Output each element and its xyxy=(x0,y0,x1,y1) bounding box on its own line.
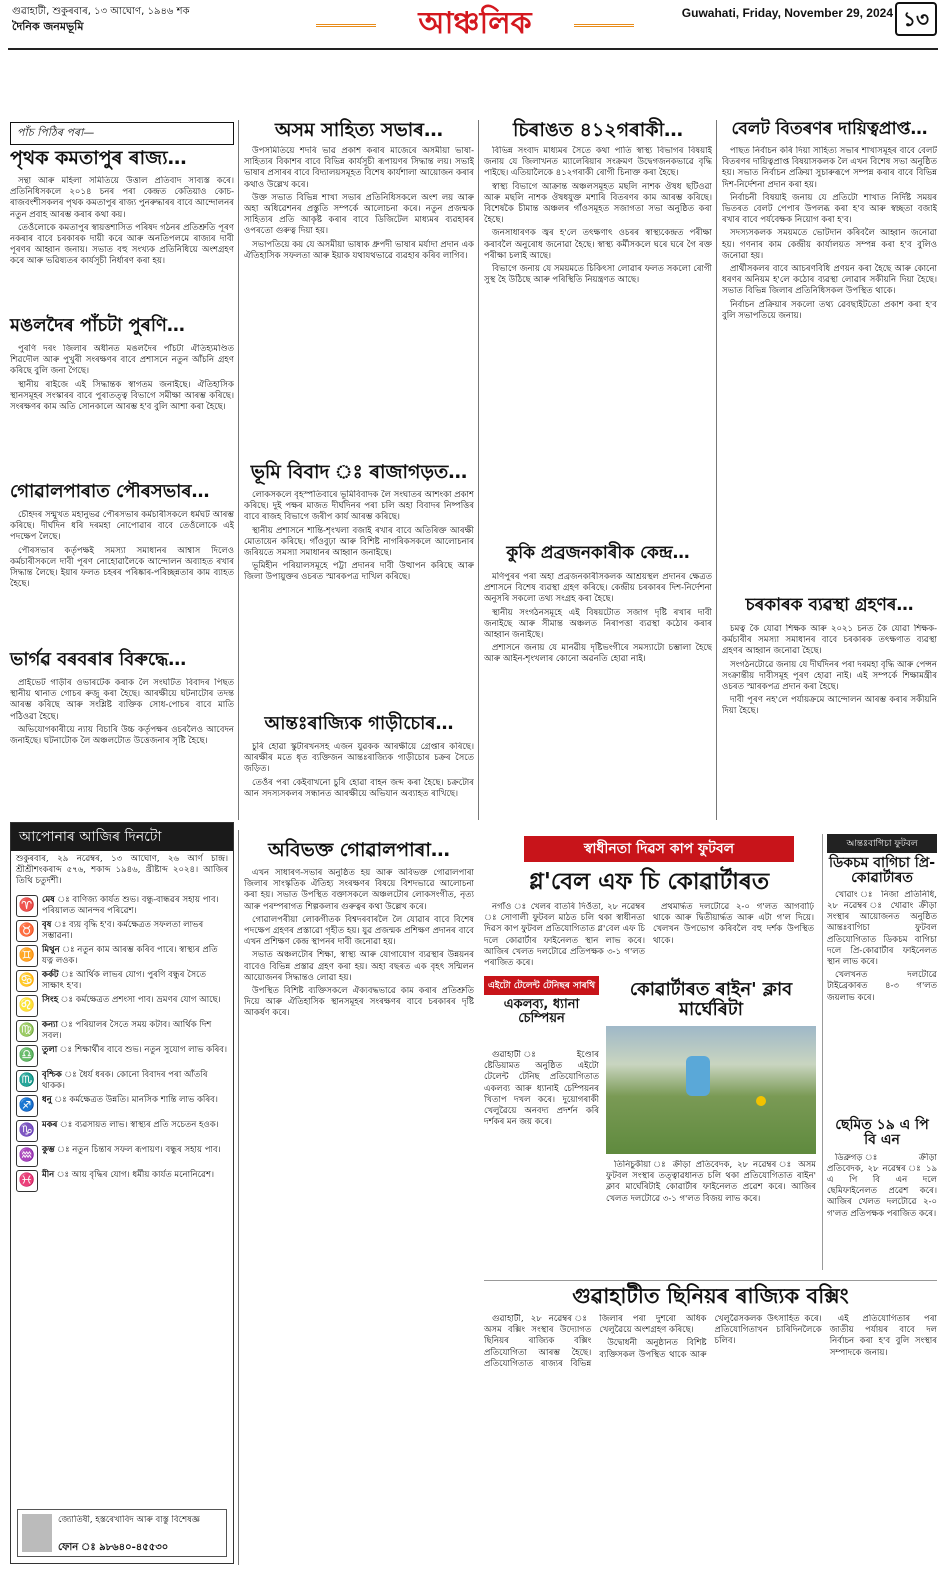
astrologer-phone: ফোন ঃ ৯৮৬৪০-৪৫৫৩০ xyxy=(58,1542,169,1553)
tennis-subhead: এইটো টেলেন্ট টেনিছৰ সাৰথি xyxy=(484,976,599,995)
article-goalpara-pourasabha: চৌহদৰ সন্মুখত মহানুভৱ পৌৰসভাৰ কৰ্মচাৰীসকলে ধৰ্মঘট আৰম্ভ কৰিছে। দীৰ্ঘদিন ধৰি দৰমহা নোপোৱাৰ বাবে তেওঁলোকে এই পদক্ষেপ লৈছে। পৌৰসভাৰ কৰ্তৃপক্ষই সমস্যা সমাধানৰ আশ্বাস দিলেও কৰ্মচাৰীসকলে দাবী পূৰণ নোহোৱালৈকে আন্দোলন অব্যাহত ৰখাৰ সিদ্ধান্ত লৈছে। ইয়াৰ ফলত চহৰৰ পৰিষ্কাৰ-পৰিচ্ছন্নতাৰ কাম ব্যাহত হৈছে। xyxy=(10,510,234,590)
list-item: ♋ কৰ্কট ঃ আৰ্থিক লাভৰ যোগ। পুৰণি বন্ধুৰ সৈতে সাক্ষাৎ হ'ব। xyxy=(16,970,228,992)
headline-dikchom: ডিকচম বাগিচা প্ৰি-কোৱাৰ্টাৰত xyxy=(828,855,936,887)
football-ball xyxy=(756,1096,766,1106)
article-chiranga: বিভিন্ন সংবাদ মাধ্যমৰ সৈতে কথা পাতি স্বাস্থ্য বিভাগৰ বিষয়াই জনায় যে জিলাখনত ম্যালেৰিয়াৰ সংক্ৰমণ উদ্বেগজনকভাৱে বৃদ্ধি পাইছে। এতিয়ালৈকে ৪১২গৰাকী ৰোগী চিনাক্ত কৰা হৈছে। স্বাস্থ্য বিভাগে আক্ৰান্ত অঞ্চলসমূহত মছলি নাশক ঔষধ ছটিওৱা আৰু মছলি নাশক ঔষধযুক্ত মশাৰি বিতৰণৰ কাম আৰম্ভ কৰিছে। বিশেষকৈ চীমান্ত অঞ্চলৰ গাঁওসমূহত সজাগতা সভা অনুষ্ঠিত কৰা হৈছে। জনসাধাৰণক জ্বৰ হ'লে তৎক্ষণাৎ ওচৰৰ স্বাস্থ্যকেন্দ্ৰত পৰীক্ষা কৰাবলৈ অনুৰোধ জনোৱা হৈছে। স্বাস্থ্য কৰ্মীসকলে ঘৰে ঘৰে গৈ ৰক্ত পৰীক্ষা চলাই আছে। বিভাগে জনায় যে সময়মতে চিকিৎসা লোৱাৰ ফলত সকলো ৰোগী সুস্থ হৈ উঠিছে আৰু পৰিস্থিতি নিয়ন্ত্ৰণত আছে। xyxy=(484,146,712,286)
article-belt: পাছত নিৰ্বাচন কৰি দিয়া সাহিত্য সভাৰ শাখাসমূহৰ বাবে বেলট বিতৰণৰ দায়িত্বপ্ৰাপ্ত বিষয়াসকলক লৈ এখন বিশেষ সভা অনুষ্ঠিত হয়। সভাত নিৰ্বাচন প্ৰক্ৰিয়া সুচাৰুৰূপে সম্পন্ন কৰাৰ বাবে বিভিন্ন দিশ-নিৰ্দেশনা প্ৰদান কৰা হয়। নিৰ্বাচনী বিষয়াই জনায় যে প্ৰতিটো শাখাত নিৰ্দিষ্ট সময়ৰ ভিতৰত বেলট পেপাৰ উপলব্ধ কৰা হ'ব আৰু স্বচ্ছতা বজাই ৰখাৰ বাবে পৰ্যবেক্ষক নিয়োগ কৰা হ'ব। সদস্যসকলক সময়মতে ভোটদান কৰিবলৈ আহ্বান জনোৱা হয়। গণনাৰ কাম কেন্দ্ৰীয় কাৰ্যালয়ত সম্পন্ন কৰা হ'ব বুলিও জনোৱা হয়। প্ৰাৰ্থীসকলৰ বাবে আচৰণবিধি প্ৰণয়ন কৰা হৈছে আৰু কোনো ধৰণৰ অনিয়ম হ'লে কঠোৰ ব্যৱস্থা লোৱাৰ সকীয়নি দিয়া হৈছে। সভাত বিভিন্ন জিলাৰ প্ৰতিনিধিসকল উপস্থিত থাকে। নিৰ্বাচন প্ৰক্ৰিয়াৰ সকলো তথ্য ৱেবছাইটতো প্ৰকাশ কৰা হ'ব বুলি সভাপতিয়ে জনায়। xyxy=(722,146,937,321)
horoscope-list xyxy=(11,895,233,1192)
tennis-head xyxy=(484,976,599,1046)
article-mangaldoi: পুৰণি দৰং জিলাৰ অধীনত মঙলদৈৰ পাঁচটা ঐতিহ্যমণ্ডিত শিৱদৌল আৰু পুখুৰী সংৰক্ষণৰ বাবে প্ৰশাসনে নতুন আঁচনি গ্ৰহণ কৰিছে বুলি জনা গৈছে। স্থানীয় ৰাইজে এই সিদ্ধান্তক স্বাগতম জনাইছে। ঐতিহাসিক স্থানসমূহৰ সংস্কাৰৰ বাবে পুৰাতত্ত্ব বিভাগে সমীক্ষা আৰম্ভ কৰিছে। সংৰক্ষণৰ কাম অতি সোনকালে আৰম্ভ হ'ব বুলি আশা কৰা হৈছে। xyxy=(10,344,234,413)
aries-icon: ♈ xyxy=(16,895,38,917)
astrologer-box xyxy=(17,1509,227,1557)
article-tennis: গুৱাহাটী ঃ ইণ্ডোৰ ষ্টেডিয়ামত অনুষ্ঠিত এইটো টেলেন্ট টেনিছ প্ৰতিযোগিতাত একলব্য আৰু ধ্যানাই চেম্পিয়নৰ খিতাপ দখল কৰে। দুয়োগৰাকী খেলুৱৈয়ে অনবদ্য প্ৰদৰ্শন কৰি দৰ্শকৰ মন জয় কৰে। xyxy=(484,1050,599,1128)
date-english: Guwahati, Friday, November 29, 2024 xyxy=(681,6,893,20)
article-global-fc: নগাঁও ঃ খেলৰ বাতৰি দিওঁতা, ২৮ নৱেম্বৰ ঃ সোণালী ফুটবল মাঠত চলি থকা স্বাধীনতা দিৱস কাপ ফুটবল প্ৰতিযোগিতাত গ্ল'বেল এফ চি দলে কোৱাৰ্টাৰ ফাইনেলত স্থান লাভ কৰে। আজিৰ খেলত দলটোৱে প্ৰতিপক্ষক ৩-১ গ'লত পৰাজিত কৰে। প্ৰথমাৰ্দ্ধত দলটোৱে ২-০ গ'লত আগবাঢ়ি থাকে আৰু দ্বিতীয়াৰ্দ্ধত আৰু এটা গ'ল দিয়ে। খেলখন উপভোগ কৰিবলৈ বহু দৰ্শক উপস্থিত থাকে। xyxy=(484,902,814,969)
page-number: ১৩ xyxy=(895,2,937,36)
virgo-icon: ♍ xyxy=(16,1020,38,1042)
capricorn-icon: ♑ xyxy=(16,1120,38,1142)
headline-semi-19apbn: ছেমিত ১৯ এ পি বি এন xyxy=(835,1116,929,1149)
scorpio-icon: ♏ xyxy=(16,1070,38,1092)
headline-kamatapur: পৃথক কমতাপুৰ ৰাজ্য… xyxy=(10,147,187,169)
list-item: ♏ বৃশ্চিক ঃ ধৈৰ্য ধৰক। কোনো বিবাদৰ পৰা আঁতৰি থাকক। xyxy=(16,1070,228,1092)
list-item: ♐ ধনু ঃ কৰ্মক্ষেত্ৰত উন্নতি। মানসিক শান্তি লাভ কৰিব। xyxy=(16,1095,228,1117)
column-divider xyxy=(716,120,717,820)
pisces-icon: ♓ xyxy=(16,1170,38,1192)
list-item: ♑ মকৰ ঃ ব্যৱসায়ত লাভ। স্বাস্থ্যৰ প্ৰতি সচেতন হওক। xyxy=(16,1120,228,1142)
article-kuki: মণিপুৰৰ পৰা অহা প্ৰব্ৰজনকাৰীসকলক আশ্ৰয়স্থল প্ৰদানৰ ক্ষেত্ৰত প্ৰশাসনে বিশেষ ব্যৱস্থা গ্ৰহণ কৰিছে। কেন্দ্ৰীয় চৰকাৰৰ দিশ-নিৰ্দেশনা অনুসৰি সকলো তথ্য সংগ্ৰহ কৰা হৈছে। স্থানীয় সংগঠনসমূহে এই বিষয়টোত সজাগ দৃষ্টি ৰখাৰ দাবী জনাইছে আৰু সীমান্ত অঞ্চলত নিৰাপত্তা ব্যৱস্থা কঠোৰ কৰাৰ আহ্বান জনাইছে। প্ৰশাসনে জনায় যে মানৱীয় দৃষ্টিভংগীৰে সমস্যাটো চম্ভালা হৈছে আৰু আইন-শৃংখলাৰ কোনো অৱনতি হোৱা নাই। xyxy=(484,572,712,665)
article-charkarak: চমত্ব কৈ যোৱা শিক্ষক আৰু ২০২১ চনত কৈ যোৱা শিক্ষক-কৰ্মচাৰীৰ সমস্যা সমাধানৰ বাবে চৰকাৰক তৎক্ষণাত ব্যৱস্থা গ্ৰহণৰ আহ্বান জনোৱা হৈছে। সংগঠনটোৱে জনায় যে দীৰ্ঘদিনৰ পৰা দৰমহা বৃদ্ধি আৰু পেন্সন সংক্ৰান্তীয় দাবীসমূহ পূৰণ হোৱা নাই। এই সম্পৰ্কে শিক্ষামন্ত্ৰীৰ ওচৰত স্মাৰকপত্ৰ প্ৰদান কৰা হৈছে। দাবী পূৰণ নহ'লে পৰ্যায়ক্ৰমে আন্দোলন আৰম্ভ কৰাৰ সকীয়নি দিয়া হৈছে। xyxy=(722,624,937,717)
list-item: ♎ তুলা ঃ শিক্ষাৰ্থীৰ বাবে শুভ। নতুন সুযোগ লাভ কৰিব। xyxy=(16,1045,228,1067)
headline-bhumi: ভূমি বিবাদ ঃ ৰাজাগড়ত… xyxy=(250,461,468,483)
headline-global-fc: গ্ল'বেল এফ চি কোৱাৰ্টাৰত xyxy=(528,869,770,895)
masthead xyxy=(0,0,945,50)
column-divider xyxy=(238,120,239,820)
horoscope-title: আপোনাৰ আজিৰ দিনটো xyxy=(11,823,233,851)
headline-goalpara: অবিভক্ত গোৱালপাৰা… xyxy=(268,839,450,861)
article-sahitya: উপসমিতিয়ে শদৰি ভাৱ প্ৰকাশ কৰাৰ মাজেৰে অসমীয়া ভাষা-সাহিত্যৰ বিকাশৰ বাবে বিভিন্ন কাৰ্যসূচী ৰূপায়ণৰ সিদ্ধান্ত লয়। সভাই ভাষাৰ প্ৰসাৰৰ বাবে বিদ্যালয়সমূহত বিশেষ কাৰ্যশালা আয়োজন কৰাৰ কথাও উল্লেখ কৰে। উক্ত সভাত বিভিন্ন শাখা সভাৰ প্ৰতিনিধিসকলে অংশ লয় আৰু অহা অধিৱেশনৰ প্ৰস্তুতি সম্পৰ্কে আলোচনা কৰে। নতুন প্ৰজন্মক সাহিত্যৰ প্ৰতি আকৃষ্ট কৰাৰ বাবে ডিজিটেল মাধ্যমৰ ব্যৱহাৰৰ ওপৰতো গুৰুত্ব দিয়া হয়। সভাপতিয়ে কয় যে অসমীয়া ভাষাক ধ্ৰুপদী ভাষাৰ মৰ্যাদা প্ৰদান এক ঐতিহাসিক সফলতা আৰু ইয়াক যথাযথভাৱে ব্যৱহাৰ কৰিব লাগিব। xyxy=(244,146,474,261)
article-antarajik: চুৰি হোৱা স্কুটাৰখনসহ এজন যুৱকক আৰক্ষীয়ে গ্ৰেপ্তাৰ কৰিছে। আৰক্ষীৰ মতে ধৃত ব্যক্তিজন আন্তঃৰাজ্যিক গাড়ীচোৰ চক্ৰৰ সৈতে জড়িত। তেওঁৰ পৰা কেইবাখনো চুৰি হোৱা বাহন জব্দ কৰা হৈছে। চক্ৰটোৰ আন সদস্যসকলৰ সন্ধানত আৰক্ষীয়ে অভিযান অব্যাহত ৰাখিছে। xyxy=(244,742,474,799)
leo-icon: ♌ xyxy=(16,995,38,1017)
article-semi-19apbn: ডিব্ৰুগড় ঃ ক্ৰীড়া প্ৰতিবেদক, ২৮ নৱেম্বৰ ঃ ১৯ এ পি বি এন দলে ছেমিফাইনেলত প্ৰৱেশ কৰে। আজিৰ খেলত দলটোৱে ২-০ গ'লত প্ৰতিপক্ষক পৰাজিত কৰে। xyxy=(827,1152,937,1219)
headline-mangaldoi: মঙলদৈৰ পাঁচটা পুৰণি… xyxy=(10,315,185,336)
sagittarius-icon: ♐ xyxy=(16,1095,38,1117)
list-item: ♊ মিথুন ঃ নতুন কাম আৰম্ভ কৰিব পাৰে। স্বাস্থ্যৰ প্ৰতি যত্ন লওক। xyxy=(16,945,228,967)
headline-goalpara-pourasabha: গোৱালপাৰাত পৌৰসভাৰ… xyxy=(10,481,210,502)
article-boxing: গুৱাহাটী, ২৮ নৱেম্বৰ ঃ অসম বক্সিং সংস্থাৰ উদ্যোগত ছিনিয়ৰ ৰাজ্যিক বক্সিং প্ৰতিযোগিতা আৰম্ভ হৈছে। প্ৰতিযোগিতাত ৰাজ্যৰ বিভিন্ন জিলাৰ পৰা দুশৰো অধিক খেলুৱৈয়ে অংশগ্ৰহণ কৰিছে। উদ্বোধনী অনুষ্ঠানত বিশিষ্ট ব্যক্তিসকল উপস্থিত থাকে আৰু খেলুৱৈসকলক উৎসাহিত কৰে। প্ৰতিযোগিতাখন চাৰিদিনলৈকে চলিব। এই প্ৰতিযোগিতাৰ পৰা জাতীয় পৰ্যায়ৰ বাবে দল নিৰ্বাচন কৰা হ'ব বুলি সংস্থাৰ সম্পাদকে জনায়। xyxy=(484,1314,937,1369)
article-bhumi: লোকসকলে বৃহস্পতিবাৰে ভূমিবিবাদক লৈ সংঘাতৰ আশংকা প্ৰকাশ কৰিছে। দুই পক্ষৰ মাজত দীৰ্ঘদিনৰ পৰা চলি অহা বিবাদৰ নিষ্পত্তিৰ বাবে ৰাজহ বিভাগে জৰীপ কাৰ্য আৰম্ভ কৰিছে। স্থানীয় প্ৰশাসনে শান্তি-শৃংখলা বজাই ৰখাৰ বাবে অতিৰিক্ত আৰক্ষী মোতায়েন কৰিছে। গাঁওবুঢ়া আৰু বিশিষ্ট নাগৰিকসকলে আলোচনাৰ জৰিয়তে সমস্যা সমাধানৰ আহ্বান জনাইছে। ভূমিহীন পৰিয়ালসমূহে পট্টা প্ৰদানৰ দাবী উত্থাপন কৰিছে আৰু জিলা উপায়ুক্তৰ ওচৰত স্মাৰকপত্ৰ দাখিল কৰিছে। xyxy=(244,490,474,583)
article-bhargav: প্ৰাইভেট গাড়ীৰ ওভাৰটেক কৰাক লৈ সংঘটিত বিবাদৰ পিছত স্থানীয় থানাত গোচৰ ৰুজু কৰা হৈছে। আৰক্ষীয়ে ঘটনাটোৰ তদন্ত আৰম্ভ কৰিছে আৰু সংশ্লিষ্ট ব্যক্তিক সোধ-পোচৰ বাবে মাতি পঠিওৱা হৈছে। অভিযোগকাৰীয়ে ন্যায় বিচাৰি উচ্চ কৰ্তৃপক্ষৰ ওচৰলৈও আবেদন জনাইছে। ঘটনাটোক লৈ অঞ্চলটোত উত্তেজনাৰ সৃষ্টি হৈছে। xyxy=(10,678,234,747)
sports-banner: স্বাধীনতা দিৱস কাপ ফুটবল xyxy=(524,836,794,862)
headline-antarajik: আন্তঃৰাজ্যিক গাড়ীচোৰ… xyxy=(264,713,454,734)
article-rhino-club: তিনিচুকীয়া ঃ ক্ৰীড়া প্ৰতিবেদক, ২৮ নৱেম্বৰ ঃ অসম ফুটবল সংস্থাৰ তত্ত্বাৱধানত চলি থকা প্ৰতিযোগিতাত ৰাইন' ক্লাব মাৰ্ঘেৰিটাই কোৱাৰ্টাৰ ফাইনেলত প্ৰৱেশ কৰে। আজিৰ খেলত দলটোৱে ৩-১ গ'লত বিজয় লাভ কৰে। xyxy=(606,1160,816,1204)
list-item: ♓ মীন ঃ আয় বৃদ্ধিৰ যোগ। ধৰ্মীয় কাৰ্যত মনোনিৱেশ। xyxy=(16,1170,228,1192)
headline-kuki: কুকি প্ৰব্ৰজনকাৰীক কেন্দ্ৰ… xyxy=(506,543,690,563)
headline-rhino-club: কোৱাৰ্টাৰত ৰাইন' ক্লাব মাৰ্ঘেৰিটা xyxy=(629,979,793,1020)
article-kamatapur: সন্থা আৰু মহিলা সমিতিয়ে উত্তাল প্ৰতিবাদ সাব্যস্ত কৰে। প্ৰতিনিধিসকলে ২০১৪ চনৰ পৰা কেন্দ্ৰত কেতিয়াও কোচ-ৰাজবংশীসকলৰ পৃথক কমতাপুৰ ৰাজ্য পুনৰুদ্ধাৰৰ বাবে আন্দোলনৰ নতুন প্ৰবাহ আৰম্ভ কৰাৰ কথা কয়। তেওঁলোকে কমতাপুৰ স্বায়ত্তশাসিত পৰিষদ গঠনৰ প্ৰতিশ্ৰুতি পূৰণ নকৰাৰ বাবে চৰকাৰক দায়ী কৰে আৰু অনতিপলমে ৰাজ্যৰ দাবী পূৰণৰ আহ্বান জনায়। সভাত বহু সংখ্যক প্ৰতিনিধিয়ে অংশগ্ৰহণ কৰে আৰু ভৱিষ্যতৰ কাৰ্যসূচী নিৰ্ধাৰণ কৰা হয়। xyxy=(10,176,234,267)
headline-sahitya: অসম সাহিত্য সভাৰ… xyxy=(275,119,443,141)
libra-icon: ♎ xyxy=(16,1045,38,1067)
headline-charkarak: চৰকাৰক ব্যৱস্থা গ্ৰহণৰ… xyxy=(745,595,914,615)
list-item: ♈ মেষ ঃ বাণিজ্য কাৰ্যত শুভ। বন্ধু-বান্ধৱৰ সহায় পাব। পৰিয়ালত আনন্দৰ পৰিৱেশ। xyxy=(16,895,228,917)
list-item: ♌ সিংহ ঃ কৰ্মক্ষেত্ৰত প্ৰশংসা পাব। ভ্ৰমণৰ যোগ আছে। xyxy=(16,995,228,1017)
article-goalpara: এখন সাধাৰণ-সভাৰ অনুষ্ঠিত হয় আৰু অবিভক্ত গোৱালপাৰা জিলাৰ সাংস্কৃতিক ঐতিহ্য সংৰক্ষণৰ বিষয়ে বিশদভাৱে আলোচনা কৰা হয়। সভাত উপস্থিত বক্তাসকলে অঞ্চলটোৰ লোকসংগীত, নৃত্য আৰু পৰম্পৰাগত শিল্পকলাৰ গুৰুত্বৰ কথা উল্লেখ কৰে। গোৱালপৰীয়া লোকগীতক বিশ্বদৰবাৰলৈ লৈ যোৱাৰ বাবে বিশেষ পদক্ষেপ গ্ৰহণৰ প্ৰস্তাৱো গৃহীত হয়। যুৱ প্ৰজন্মক প্ৰশিক্ষণ প্ৰদানৰ বাবে এখন প্ৰশিক্ষণ কেন্দ্ৰ স্থাপনৰ দাবী জনোৱা হয়। সভাত অঞ্চলটোৰ শিক্ষা, স্বাস্থ্য আৰু যোগাযোগ ব্যৱস্থাৰ উন্নয়নৰ বাবেও বিভিন্ন প্ৰস্তাৱ গ্ৰহণ কৰা হয়। অহা বছৰত এক বৃহৎ সন্মিলন আয়োজনৰ সিদ্ধান্তও লোৱা হয়। উপস্থিত বিশিষ্ট ব্যক্তিসকলে ঐক্যবদ্ধভাৱে কাম কৰাৰ প্ৰতিশ্ৰুতি দিয়ে আৰু ঐতিহাসিক স্থানসমূহৰ সংৰক্ষণৰ বাবে চৰকাৰৰ দৃষ্টি আকৰ্ষণ কৰে। xyxy=(244,868,474,1019)
horoscope-panel xyxy=(10,822,234,1564)
date-assamese: গুৱাহাটী, শুকুৰবাৰ, ১৩ আঘোণ, ১৯৪৬ শক xyxy=(12,6,190,17)
column-divider xyxy=(478,120,479,820)
list-item: ♉ বৃষ ঃ ব্যয় বৃদ্ধি হ'ব। কৰ্মক্ষেত্ৰত সফলতা লাভৰ সম্ভাৱনা। xyxy=(16,920,228,942)
headline-boxing: গুৱাহাটীত ছিনিয়ৰ ৰাজ্যিক বক্সিং xyxy=(484,1280,937,1308)
section-label: পাঁচ পিঠিৰ পৰা— xyxy=(10,122,234,145)
gemini-icon: ♊ xyxy=(16,945,38,967)
headline-belt: বেলট বিতৰণৰ দায়িত্বপ্ৰাপ্ত… xyxy=(731,119,928,139)
paper-name: দৈনিক জনমভূমি xyxy=(12,20,84,33)
astrologer-name: জ্যোতিষী, হস্তৰেখাবিদ আৰু বাস্তু বিশেষজ্ঞ xyxy=(58,1515,200,1525)
horoscope-intro: শুকুৰবাৰ, ২৯ নৱেম্বৰ, ১৩ আঘোণ, ২৬ আৰ্ণ চান্দ্ৰ। শ্ৰীশ্ৰীশংকৰাব্দ ৫৭৬, শকাব্দ ১৯৪৬, খ্ৰীষ্টাব্দ ২০২৪। আজিৰ তিথি চতুৰ্দশী। xyxy=(16,854,228,887)
sidebar-label: আন্তঃবাগিচা ফুটবল xyxy=(827,834,937,853)
section-logo: আঞ্চলিক xyxy=(380,2,570,46)
taurus-icon: ♉ xyxy=(16,920,38,942)
column-divider xyxy=(238,830,239,1565)
avatar xyxy=(22,1514,52,1552)
article-dikchom: খোৱাং ঃ নিজা প্ৰতিনিধি, ২৮ নৱেম্বৰ ঃ খোৱাং ক্ৰীড়া সংস্থাৰ আয়োজনত অনুষ্ঠিত আন্তঃবাগিচা ফুটবল প্ৰতিযোগিতাত ডিকচম বাগিচা দলে প্ৰি-কোৱাৰ্টাৰ ফাইনেলত স্থান লাভ কৰে। খেলখনত দলটোৱে টাইব্ৰেকাৰত ৪-৩ গ'লত জয়লাভ কৰে। xyxy=(827,889,937,1003)
football-photo xyxy=(606,1026,816,1154)
headline-bhargav: ভাৰ্গৱ বৰবৰাৰ বিৰুদ্ধে… xyxy=(10,649,187,670)
cancer-icon: ♋ xyxy=(16,970,38,992)
headline-chiranga: চিৰাঙত ৪১২গৰাকী… xyxy=(512,119,684,141)
list-item: ♒ কুম্ভ ঃ নতুন চিন্তাৰ সফল ৰূপায়ণ। বন্ধুৰ সহায় পাব। xyxy=(16,1145,228,1167)
sports-section xyxy=(484,830,937,1565)
player-figure xyxy=(686,1056,710,1096)
list-item: ♍ কন্যা ঃ পৰিয়ালৰ সৈতে সময় কটাব। আৰ্থিক দিশ সবল। xyxy=(16,1020,228,1042)
headline-tennis: একলব্য, ধ্যানা চেম্পিয়ন xyxy=(503,997,580,1027)
sports-sidebar xyxy=(822,834,937,1270)
aquarius-icon: ♒ xyxy=(16,1145,38,1167)
masthead-rule xyxy=(8,48,938,50)
